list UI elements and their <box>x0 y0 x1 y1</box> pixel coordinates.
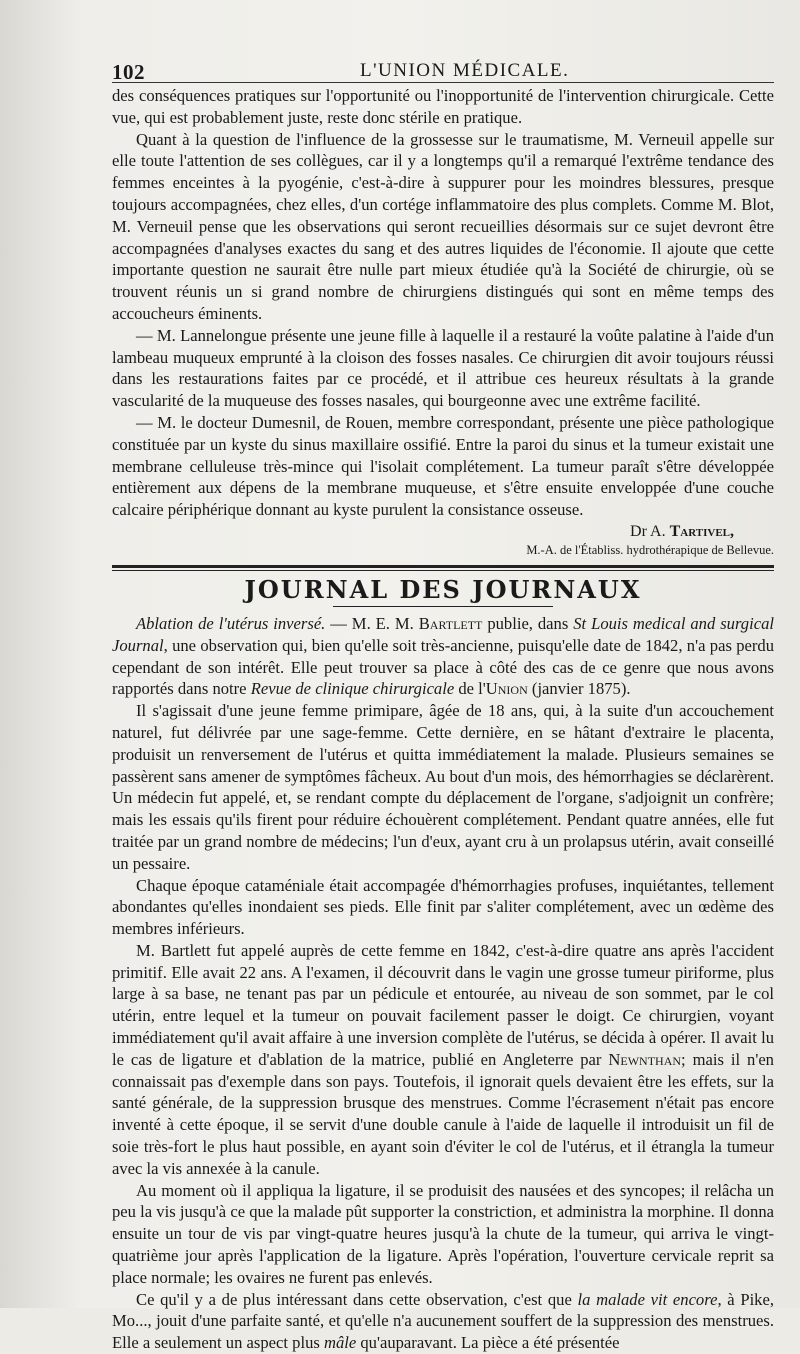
emphasis: la malade vit encore <box>577 1289 718 1309</box>
emphasis: mâle <box>323 1333 357 1353</box>
text-run: publie, dans <box>482 613 574 633</box>
section-title: JOURNAL DES JOURNAUX <box>244 574 642 604</box>
text-run: (janvier 1875). <box>527 679 631 699</box>
cited-author: Newnthan <box>608 1049 682 1069</box>
paragraph <box>112 1289 774 1354</box>
society-report-section <box>112 85 774 559</box>
text-run: de l' <box>454 679 486 699</box>
author-affiliation: M.-A. de l'Établiss. hydrothérapique de Bellevue. <box>526 542 774 557</box>
text-run: ; mais il n'en connaissait pas d'exemple dans son pays. Toutefois, il ignorait quels devaient être les effets, sur la santé générale, de la suppression brusque des menstrues. Comme l'écrasement n'était pas encore inventé à cette époque, il se servit d'une double canule à l'aide de laquelle il introduisit un fil de soie très-fort le plus haut possible, en ayant soin d'éviter le col de l'utérus, et il étrangla la tumeur avec la vis annexée à la canule. <box>112 1049 774 1178</box>
signature-prefix: Dr A. <box>630 522 670 540</box>
text-run: — M. E. M. <box>325 613 419 633</box>
paragraph: Chaque époque cataméniale était accompagée d'hémorrhagies profuses, inquiétantes, tellement abondantes qu'elles inondaient ses pieds. Elle finit par s'aliter complétement, avec un œdème des membres inférieurs. <box>112 875 774 939</box>
section-divider <box>112 565 774 571</box>
paragraph: des conséquences pratiques sur l'opportunité ou l'inopportunité de l'intervention chirurgicale. Cette vue, qui est probablement juste, reste donc stérile en pratique. <box>112 86 774 127</box>
page-number: 102 <box>112 60 145 84</box>
paragraph: Quant à la question de l'influence de la grossesse sur le traumatisme, M. Verneuil appelle sur elle toute l'attention de ses collègues, car il y a longtemps qu'il a remarqué l'extrême tendance des femmes enceintes à la pyogénie, c'est-à-dire à suppurer pour les moindres blessures, presque toujours accompagnées, chez elles, d'un cortége inflammatoire des plus complets. Comme M. Blot, M. Verneuil pense que les observations qui seront recueillies désormais sur ce sujet devront être accompagnées d'analyses exactes du sang et des autres liquides de l'économie. Il ajoute que cette importante question ne saurait être nulle part mieux étudiée qu'à la Société de chirurgie, où se trouvent réunis un si grand nombre de chirurgiens distingués qui sont en même temps des accoucheurs éminents. <box>112 129 774 323</box>
text-run: Ce qu'il y a de plus intéressant dans cette observation, c'est que <box>136 1289 578 1309</box>
text-run: , une observation qui, bien qu'elle soit très-ancienne, puisqu'elle date de 1842, n'a pas perdu cependant de son intérêt. Elle peut trouver sa place à côté des cas de ce genre que nous avons rapportés dans notre <box>112 635 774 699</box>
text-run: , à Pike, Mo..., jouit d'une parfaite santé, et qu'elle n'a aucunement souffert de la suppression des menstrues. Elle a seulement un aspect plus <box>112 1289 774 1353</box>
page-header <box>112 46 774 83</box>
journal-name: St Louis medical and surgical Journal <box>112 613 774 655</box>
text-run: M. Bartlett fut appelé auprès de cette femme en 1842, c'est-à-dire quatre ans après l'accident primitif. Elle avait 22 ans. A l'examen, il découvrit dans le vagin une grosse tumeur piriforme, plus large à sa base, ne tenant pas par un pédicule et entourée, au niveau de son sommet, par le col utérin, entre lequel et la tumeur on pouvait facilement passer le doigt. Ce chirurgien, voyant immédiatement qu'il avait affaire à une inversion complète de l'utérus, se décida à opérer. Il avait lu le cas de ligature et d'ablation de la matrice, publié en Angleterre par <box>112 940 774 1069</box>
union-name: Union <box>485 679 528 699</box>
article-title: Ablation de l'utérus inversé. <box>136 613 326 633</box>
title-underline <box>333 606 553 607</box>
revue-name: Revue de clinique chirurgicale <box>250 679 455 699</box>
author-signature <box>112 521 774 542</box>
paragraph <box>112 613 774 700</box>
paragraph <box>112 940 774 1180</box>
author-name: Bartlett <box>418 613 483 633</box>
paragraph: Au moment où il appliqua la ligature, il se produisit des nausées et des syncopes; il relâcha un peu la vis jusqu'à ce que la malade pût supporter la constriction, et administra la morphine. Il donna ensuite un tour de vis par vingt-quatre heures jusqu'à la chute de la tumeur, qui arriva le vingt-quatrième jour après l'application de la ligature. Après l'opération, l'ouverture cervicale reprit sa place normale; les ovaires ne furent pas enlevés. <box>112 1180 774 1287</box>
paragraph: — M. le docteur Dumesnil, de Rouen, membre correspondant, présente une pièce pathologique constituée par un kyste du sinus maxillaire ossifié. Entre la paroi du sinus et la tumeur existait une membrane celluleuse très-mince qui l'isolait complétement. La tumeur paraît s'être développée entièrement aux dépens de la membrane muqueuse, et s'être ensuite enveloppée d'une couche calcaire périphérique donnant au kyste purulent la consistance osseuse. <box>112 412 774 520</box>
running-title: L'UNION MÉDICALE. <box>360 60 570 81</box>
paragraph: Il s'agissait d'une jeune femme primipare, âgée de 18 ans, qui, à la suite d'un accouchement naturel, fut délivrée par une sage-femme. Cette dernière, en se hâtant d'extraire le placenta, produisit un renversement de l'utérus et quitta immédiatement la malade. Plusieurs semaines se passèrent sans amener de symptômes fâcheux. Au bout d'un mois, des hémorrhagies se déclarèrent. Un médecin fut appelé, et, se rendant compte du déplacement de l'organe, s'adjoignit un confrère; mais les essais qu'ils firent pour réduire échouèrent complétement. Pendant quatre années, elle fut traitée par un grand nombre de médecins; l'un d'eux, ayant cru à un prolapsus utérin, avait conseillé un pessaire. <box>112 701 774 873</box>
paragraph: — M. Lannelongue présente une jeune fille à laquelle il a restauré la voûte palatine à l'aide d'un lambeau muqueux emprunté à la cloison des fosses nasales. Ce chirurgien dit avoir toujours réussi dans les restaurations faites par ce procédé, et il attribue ces heureux résultats à la grande vascularité de la muqueuse des fosses nasales, qui bourgeonne avec une extrême facilité. <box>112 325 774 411</box>
journal-review-section <box>112 613 774 1354</box>
signature-name: Tartivel, <box>669 522 734 540</box>
text-run: qu'auparavant. La pièce a été présentée <box>356 1333 620 1353</box>
